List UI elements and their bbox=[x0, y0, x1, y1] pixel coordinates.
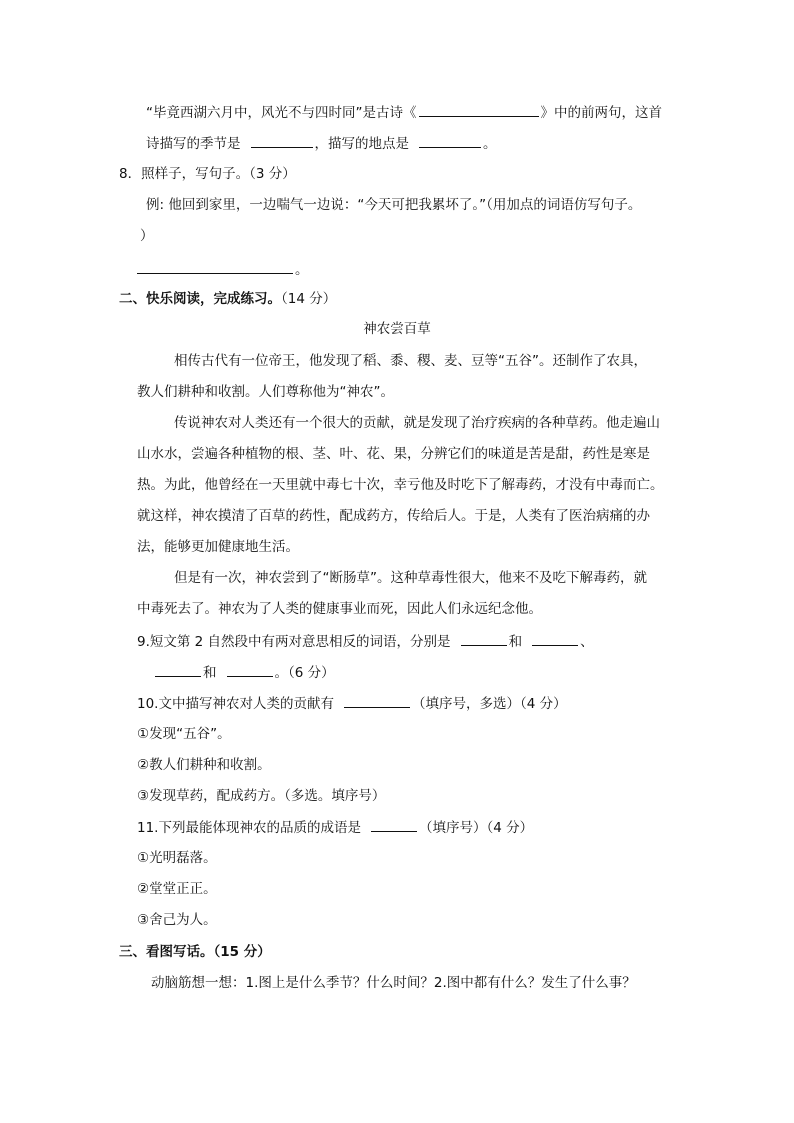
q11-option-1: ①光明磊落。 bbox=[137, 850, 217, 866]
q7-line1-text-b: 》中的前两句，这首 bbox=[540, 105, 662, 121]
p1-line1: 相传古代有一位帝王，他发现了稻、黍、稷、麦、豆等“五谷”。还制作了农具， bbox=[174, 353, 647, 369]
q7-line1 bbox=[146, 103, 662, 122]
q10-answer-blank[interactable] bbox=[344, 694, 410, 708]
q7-line2 bbox=[146, 134, 497, 153]
p2-line5: 法，能够更加健康地生活。 bbox=[137, 539, 299, 555]
q7-line1-text-a: “毕竟西湖六月中，风光不与四时同”是古诗《 bbox=[146, 105, 417, 121]
section2-points: （14 分） bbox=[281, 291, 337, 307]
q9-comma: 、 bbox=[580, 634, 594, 650]
p2-line3: 热。为此，他曾经在一天里就中毒七十次，幸亏他及时吃下了解毒药，才没有中毒而亡。 bbox=[137, 477, 664, 493]
q9-end: 。（6 分） bbox=[274, 665, 335, 681]
q8-answer-end: 。 bbox=[295, 262, 309, 278]
q10-text-a: 10.文中描写神农对人类的贡献有 bbox=[137, 696, 334, 712]
q11-line1 bbox=[137, 818, 533, 837]
p2-line1: 传说神农对人类还有一个很大的贡献，就是发现了治疗疾病的各种草药。他走遍山 bbox=[174, 415, 660, 431]
q7-season-blank[interactable] bbox=[251, 134, 313, 148]
q11-option-3: ③舍己为人。 bbox=[137, 912, 217, 928]
q7-poem-title-blank[interactable] bbox=[419, 103, 539, 117]
section3-header: 三、看图写话。（15 分） bbox=[119, 944, 271, 960]
section2-header-text: 二、快乐阅读，完成练习。 bbox=[119, 291, 281, 307]
q8-answer-blank[interactable] bbox=[137, 260, 293, 274]
q9-blank-4[interactable] bbox=[227, 663, 273, 677]
q8-header: 8．照样子，写句子。（3 分） bbox=[119, 166, 296, 182]
p3-line2: 中毒死去了。神农为了人类的健康事业而死，因此人们永远纪念他。 bbox=[137, 601, 542, 617]
q8-example-cont: ） bbox=[140, 228, 154, 244]
section2-header bbox=[119, 290, 336, 308]
q7-line2-text-a: 诗描写的季节是 bbox=[146, 136, 241, 152]
q8-example: 例: 他回到家里，一边喘气一边说：“今天可把我累坏了。”（用加点的词语仿写句子。 bbox=[146, 197, 642, 213]
q9-and-1: 和 bbox=[508, 634, 523, 650]
p2-line2: 山水水，尝遍各种植物的根、茎、叶、花、果，分辨它们的味道是苦是甜，药性是寒是 bbox=[137, 446, 650, 462]
q10-option-2: ②教人们耕种和收割。 bbox=[137, 757, 271, 773]
q7-place-blank[interactable] bbox=[419, 134, 481, 148]
p1-line2: 教人们耕种和收割。人们尊称他为“神农”。 bbox=[137, 384, 394, 400]
section3-prompt: 动脑筋想一想：1.图上是什么季节？什么时间？2.图中都有什么？发生了什么事？ bbox=[151, 975, 636, 991]
p2-line4: 就这样，神农摸清了百草的药性，配成药方，传给后人。于是，人类有了医治病痛的办 bbox=[137, 508, 650, 524]
q10-line1 bbox=[137, 694, 567, 713]
q7-line2-text-c: 。 bbox=[483, 136, 497, 152]
q11-option-2: ②堂堂正正。 bbox=[137, 881, 217, 897]
q9-and-2: 和 bbox=[203, 665, 217, 681]
q9-blank-2[interactable] bbox=[532, 632, 578, 646]
q10-text-b: （填序号，多选）（4 分） bbox=[411, 696, 567, 712]
p3-line1: 但是有一次，神农尝到了“断肠草”。这种草毒性很大，他来不及吃下解毒药，就 bbox=[174, 570, 647, 586]
q10-option-1: ①发现“五谷”。 bbox=[137, 726, 231, 742]
q10-option-3: ③发现草药，配成药方。（多选。填序号） bbox=[137, 788, 386, 804]
q9-blank-3[interactable] bbox=[155, 663, 201, 677]
q9-line2 bbox=[155, 663, 335, 682]
passage-title: 神农尝百草 bbox=[363, 321, 431, 337]
q9-text: 9.短文第 2 自然段中有两对意思相反的词语，分别是 bbox=[137, 634, 451, 650]
q8-answer-line bbox=[137, 260, 309, 279]
q11-text-a: 11.下列最能体现神农的品质的成语是 bbox=[137, 820, 361, 836]
q11-answer-blank[interactable] bbox=[371, 818, 417, 832]
q7-line2-text-b: ，描写的地点是 bbox=[314, 136, 409, 152]
q11-text-b: （填序号）（4 分） bbox=[418, 820, 534, 836]
q9-blank-1[interactable] bbox=[461, 632, 507, 646]
q9-line1 bbox=[137, 632, 594, 651]
